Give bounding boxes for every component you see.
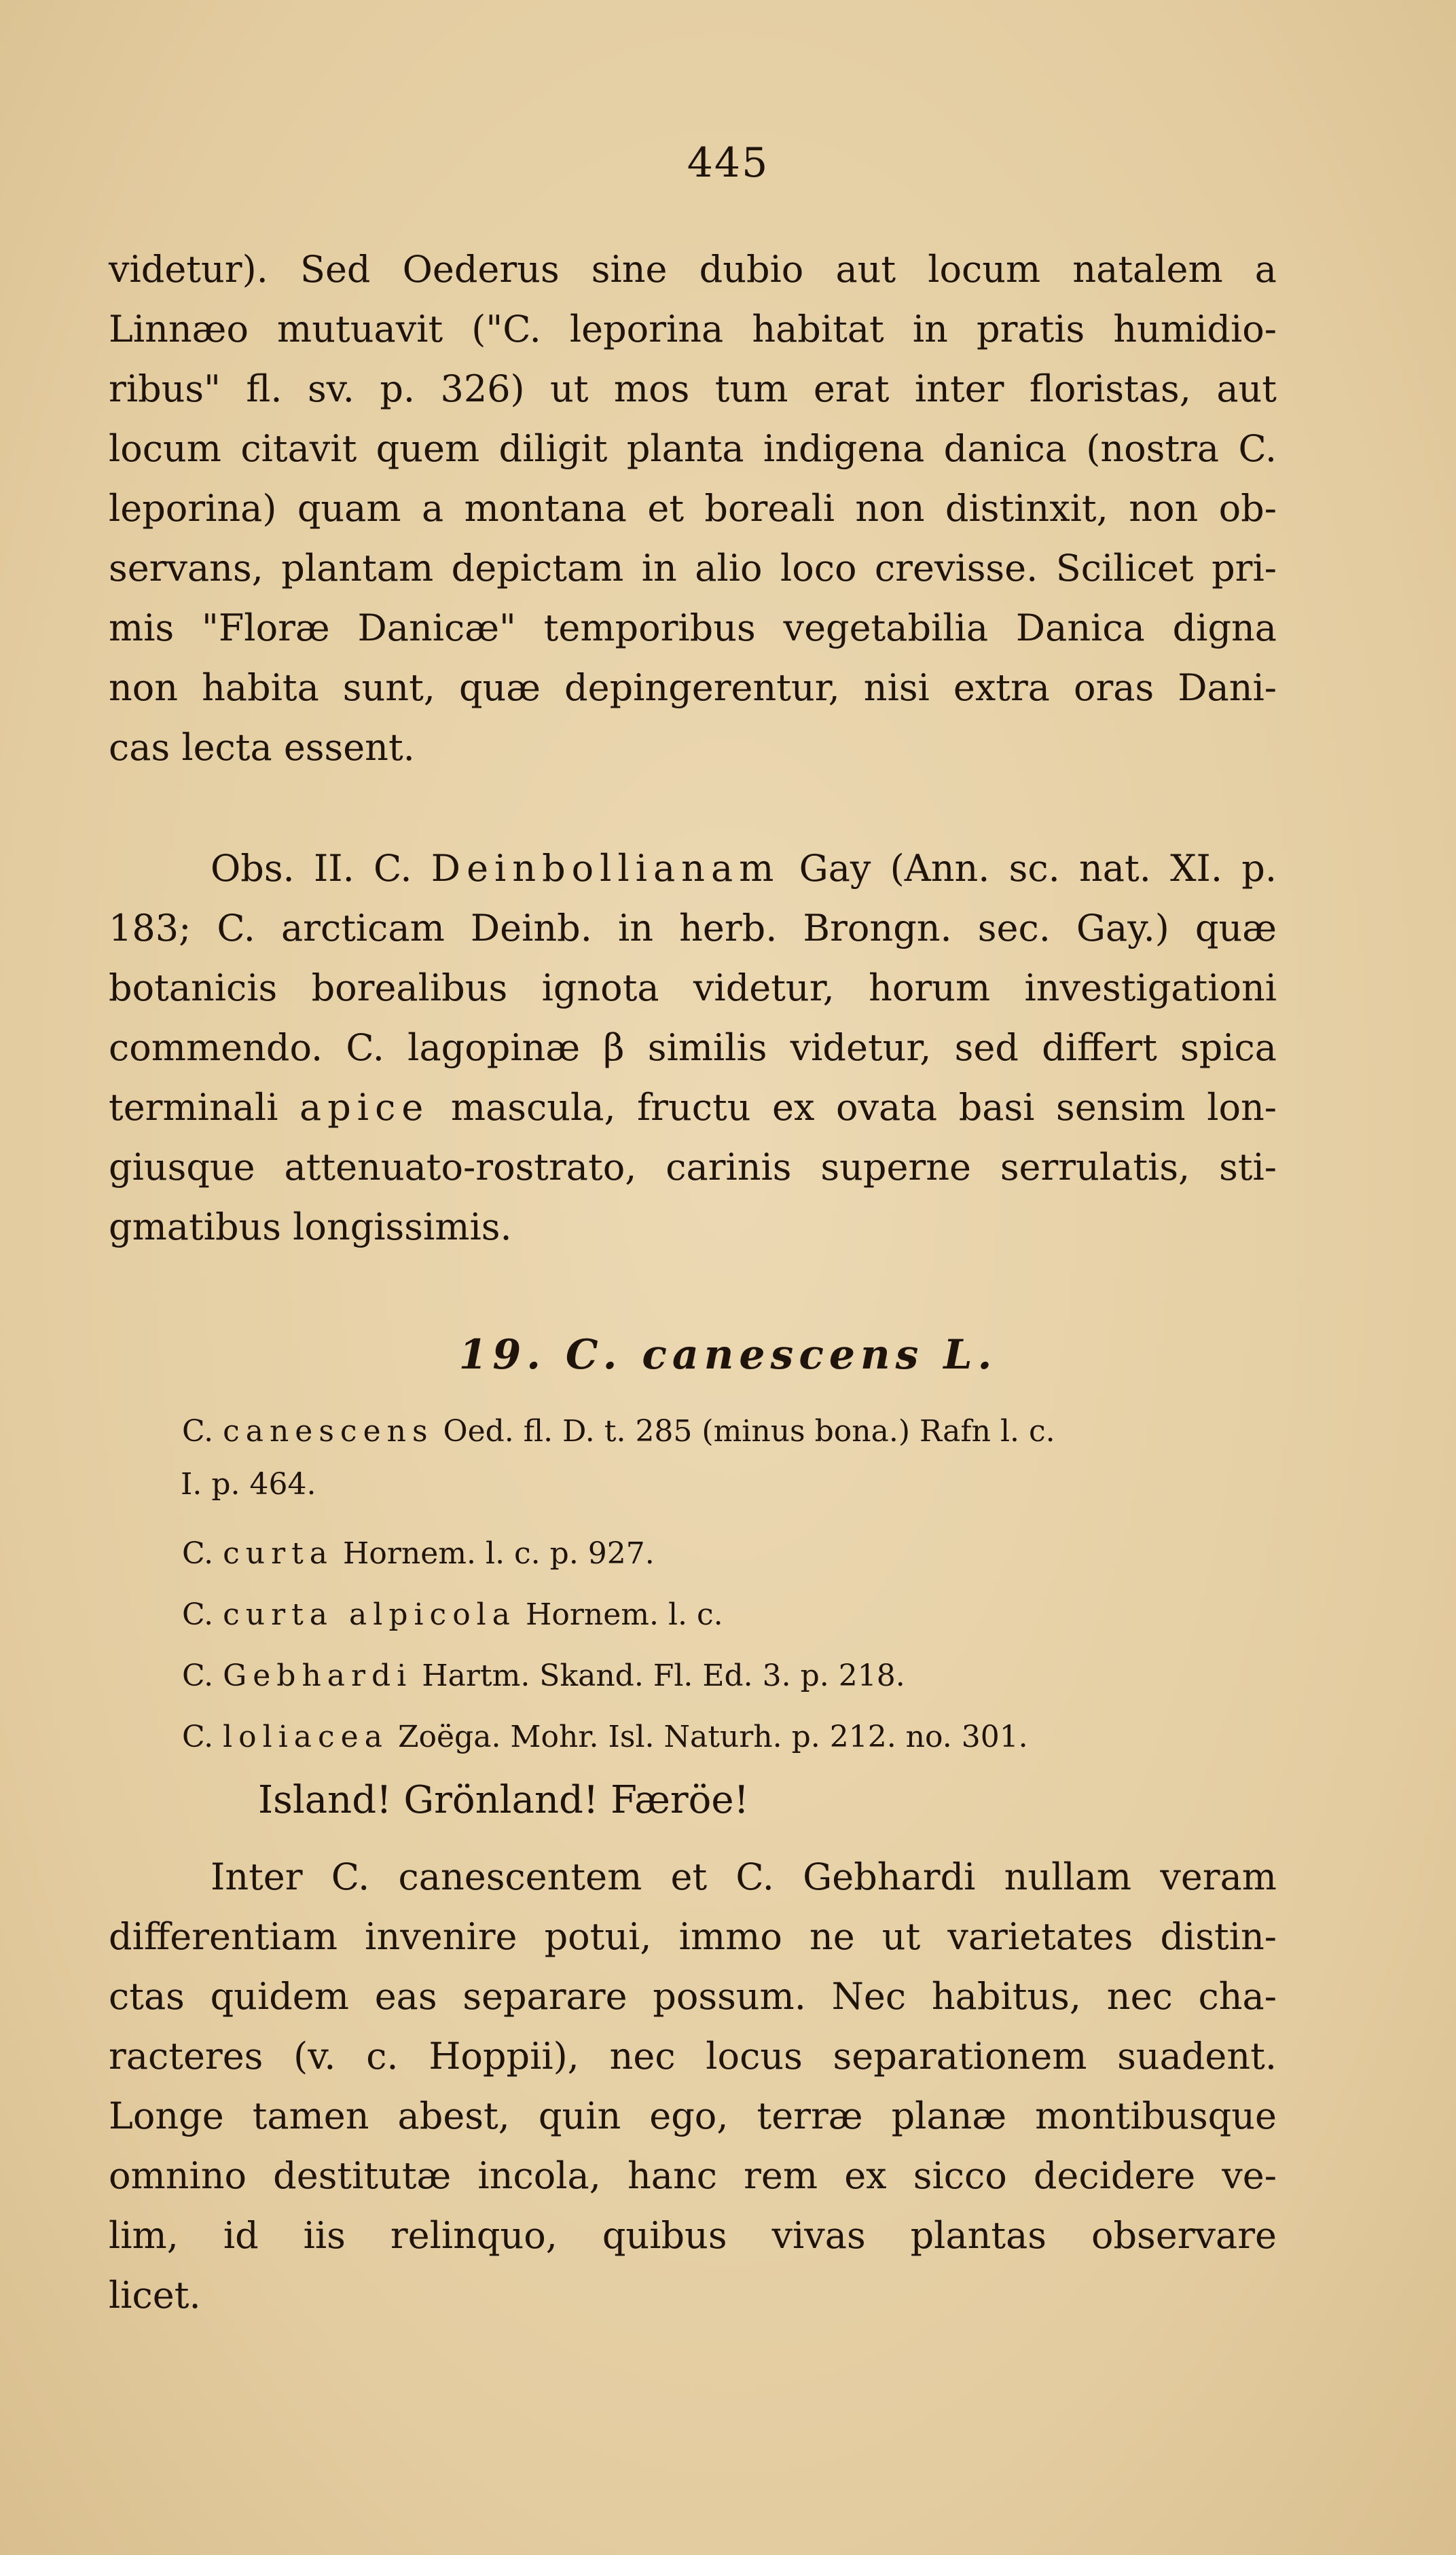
text-line: locum citavit quem diligit planta indigena danica (nostra C. [109,427,1277,470]
synonym-genus: C. [182,1720,214,1754]
text-line: giusque attenuato-rostrato, carinis superne serrulatis, sti- [109,1146,1277,1189]
text-line: botanicis borealibus ignota videtur, horum investigationi [109,966,1277,1009]
text-line: licet. [109,2274,201,2317]
word: terminali [109,1086,278,1129]
citation: Gay (Ann. sc. nat. XI. p. [799,847,1277,890]
discussion-paragraph [109,1847,1277,2325]
synonym-citation: Zoëga. Mohr. Isl. Naturh. p. 212. no. 301. [397,1720,1028,1754]
paragraph-continuation [109,240,1277,778]
synonym-citation: Oed. fl. D. t. 285 (minus bona.) Rafn l. c. [443,1414,1055,1449]
text-line: ctas quidem eas separare possum. Nec habitus, nec cha- [109,1975,1277,2018]
synonym-entry [182,1596,1269,1634]
synonym-epithet: Gebhardi [223,1659,413,1693]
synonym-citation: Hornem. l. c. [526,1597,723,1632]
synonym-epithet: canescens [223,1414,434,1449]
text-line: servans, plantam depictam in alio loco crevisse. Scilicet pri- [109,547,1277,590]
text-line: gmatibus longissimis. [109,1206,512,1248]
synonym-genus: C. [182,1536,214,1571]
synonym-entry [182,1413,1269,1504]
obs-label: Obs. II. C. [211,847,412,890]
synonym-entry [182,1657,1269,1695]
emphasized-word: apice [299,1086,430,1129]
word: mascula, fructu ex ovata basi sensim lon- [450,1086,1277,1129]
page-number: 445 [687,139,769,187]
synonym-genus: C. [182,1414,214,1449]
synonym-epithet: curta alpicola [223,1597,516,1632]
species-name: Deinbollianam [431,847,780,890]
text-line: lim, id iis relinquo, quibus vivas plantas observare [109,2214,1277,2257]
distribution-localities: Island! Grönland! Færöe! [258,1778,749,1822]
text-line: cas lecta essent. [109,726,415,769]
synonym-citation: Hartm. Skand. Fl. Ed. 3. p. 218. [422,1659,905,1693]
text-line: leporina) quam a montana et boreali non distinxit, non ob- [109,487,1277,530]
text-line: non habita sunt, quæ depingerentur, nisi extra oras Dani- [109,666,1277,709]
text-line: racteres (v. c. Hoppii), nec locus separationem suadent. [109,2035,1277,2078]
text-line: Inter C. canescentem et C. Gebhardi nullam veram [211,1855,1277,1898]
synonym-epithet: loliacea [223,1720,388,1754]
text-line: 183; C. arcticam Deinb. in herb. Brongn. sec. Gay.) quæ [109,907,1277,949]
text-line: differentiam invenire potui, immo ne ut varietates distin- [109,1915,1277,1958]
text-line: mis "Floræ Danicæ" temporibus vegetabilia Danica digna [109,606,1277,649]
synonym-epithet: curta [223,1536,334,1571]
text-line: commendo. C. lagopinæ β similis videtur, sed differt spica [109,1026,1277,1069]
synonym-citation-continued: I. p. 464. [181,1467,316,1502]
text-line: videtur). Sed Oederus sine dubio aut locum natalem a [109,248,1277,291]
text-line: Longe tamen abest, quin ego, terræ planæ montibusque [109,2095,1277,2137]
text-line: omnino destitutæ incola, hanc rem ex sicco decidere ve- [109,2154,1277,2197]
text-line [109,1078,1277,1138]
text-line: Linnæo mutuavit ("C. leporina habitat in pratis humidio- [109,308,1277,350]
synonym-entry [182,1718,1269,1756]
synonym-genus: C. [182,1597,214,1632]
synonym-entry [182,1535,1269,1573]
synonym-citation: Hornem. l. c. p. 927. [343,1536,655,1571]
text-line: ribus" fl. sv. p. 326) ut mos tum erat inter floristas, aut [109,367,1277,410]
observation-paragraph [109,839,1277,1257]
species-heading: 19. C. canescens L. [458,1331,998,1379]
text-line [109,839,1277,899]
synonym-genus: C. [182,1659,214,1693]
